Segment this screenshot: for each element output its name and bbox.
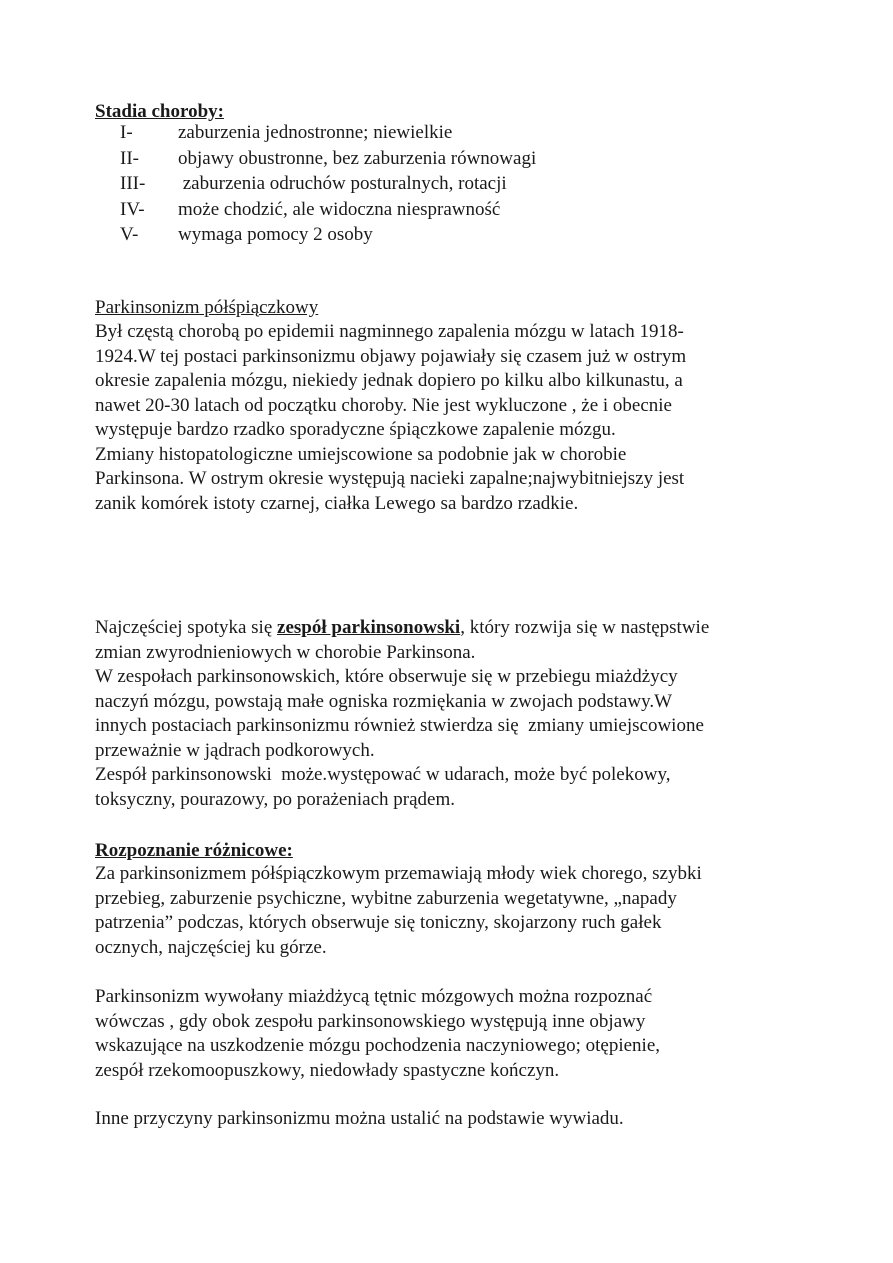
- text-line: okresie zapalenia mózgu, niekiedy jednak dopiero po kilku albo kilkunastu, a: [95, 370, 683, 391]
- text-line: Zmiany histopatologiczne umiejscowione sa podobnie jak w chorobie: [95, 443, 627, 465]
- syndrome-term: zespół parkinsonowski: [277, 617, 461, 638]
- stage-number: II-: [120, 147, 139, 169]
- text-line: toksyczny, pourazowy, po porażeniach prądem.: [95, 788, 455, 810]
- text-line: zmian zwyrodnieniowych w chorobie Parkinsona.: [95, 641, 476, 663]
- text-line: nawet 20-30 latach od początku choroby. Nie jest wykluczone , że i obecnie: [95, 394, 672, 416]
- text-line: naczyń mózgu, powstają małe ogniska rozmiękania w zwojach podstawy.W: [95, 690, 673, 712]
- stage-item: [95, 120, 536, 146]
- stage-number: III-: [120, 173, 146, 194]
- semicoma-heading: Parkinsonizm półśpiączkowy: [95, 297, 319, 318]
- intro-text: Najczęściej spotyka się: [95, 617, 278, 638]
- stage-text: wymaga pomocy 2 osoby: [178, 224, 373, 245]
- text-line: wówczas , gdy obok zespołu parkinsonowskiego występują inne objawy: [95, 1010, 646, 1032]
- stage-text: może chodzić, ale widoczna niesprawność: [178, 198, 501, 220]
- differential-paragraph-1: [95, 862, 795, 960]
- text-line: wskazujące na uszkodzenie mózgu pochodzenia naczyniowego; otępienie,: [95, 1035, 661, 1056]
- stage-number: I-: [120, 122, 133, 143]
- stage-item: [95, 222, 536, 248]
- stage-number: V-: [120, 224, 139, 245]
- syndrome-paragraph: [95, 616, 795, 812]
- stage-item: [95, 171, 536, 197]
- stage-item: [95, 197, 536, 223]
- differential-paragraph-3: [95, 1107, 795, 1132]
- text-line: Był częstą chorobą po epidemii nagminnego zapalenia mózgu w latach 1918-: [95, 321, 684, 342]
- text-line: Parkinsonizm wywołany miażdżycą tętnic mózgowych można rozpoznać: [95, 986, 653, 1007]
- text-line: Inne przyczyny parkinsonizmu można ustalić na podstawie wywiadu.: [95, 1108, 624, 1129]
- text-line: przebieg, zaburzenie psychiczne, wybitne zaburzenia wegetatywne, „napady: [95, 887, 677, 909]
- intro-text-continued: , który rozwija się w następstwie: [460, 617, 710, 638]
- stage-text: objawy obustronne, bez zaburzenia równowagi: [178, 147, 537, 169]
- semicoma-paragraph: [95, 320, 795, 516]
- differential-paragraph-2: [95, 985, 795, 1083]
- stage-text: zaburzenia jednostronne; niewielkie: [178, 122, 453, 143]
- text-line: [95, 616, 795, 641]
- text-line: Parkinsona. W ostrym okresie występują nacieki zapalne;najwybitniejszy jest: [95, 468, 685, 489]
- text-line: Za parkinsonizmem półśpiączkowym przemawiają młody wiek chorego, szybki: [95, 863, 702, 884]
- stage-text: zaburzenia odruchów posturalnych, rotacji: [178, 173, 507, 194]
- text-line: ocznych, najczęściej ku górze.: [95, 936, 327, 958]
- text-line: innych postaciach parkinsonizmu również stwierdza się zmiany umiejscowione: [95, 715, 704, 736]
- text-line: występuje bardzo rzadko sporadyczne śpiączkowe zapalenie mózgu.: [95, 419, 616, 440]
- text-line: W zespołach parkinsonowskich, które obserwuje się w przebiegu miażdżycy: [95, 666, 678, 687]
- stage-item: [95, 146, 536, 172]
- stages-list: [95, 120, 536, 248]
- text-line: 1924.W tej postaci parkinsonizmu objawy pojawiały się czasem już w ostrym: [95, 345, 687, 367]
- text-line: zanik komórek istoty czarnej, ciałka Lewego sa bardzo rzadkie.: [95, 492, 579, 514]
- stage-number: IV-: [120, 198, 145, 220]
- differential-heading: Rozpoznanie różnicowe:: [95, 840, 293, 861]
- text-line: zespół rzekomoopuszkowy, niedowłady spastyczne kończyn.: [95, 1059, 560, 1081]
- text-line: patrzenia” podczas, których obserwuje się toniczny, skojarzony ruch gałek: [95, 912, 662, 933]
- text-line: przeważnie w jądrach podkorowych.: [95, 739, 375, 761]
- text-line: Zespół parkinsonowski może.występować w udarach, może być polekowy,: [95, 764, 671, 785]
- stages-heading: Stadia choroby:: [95, 101, 224, 122]
